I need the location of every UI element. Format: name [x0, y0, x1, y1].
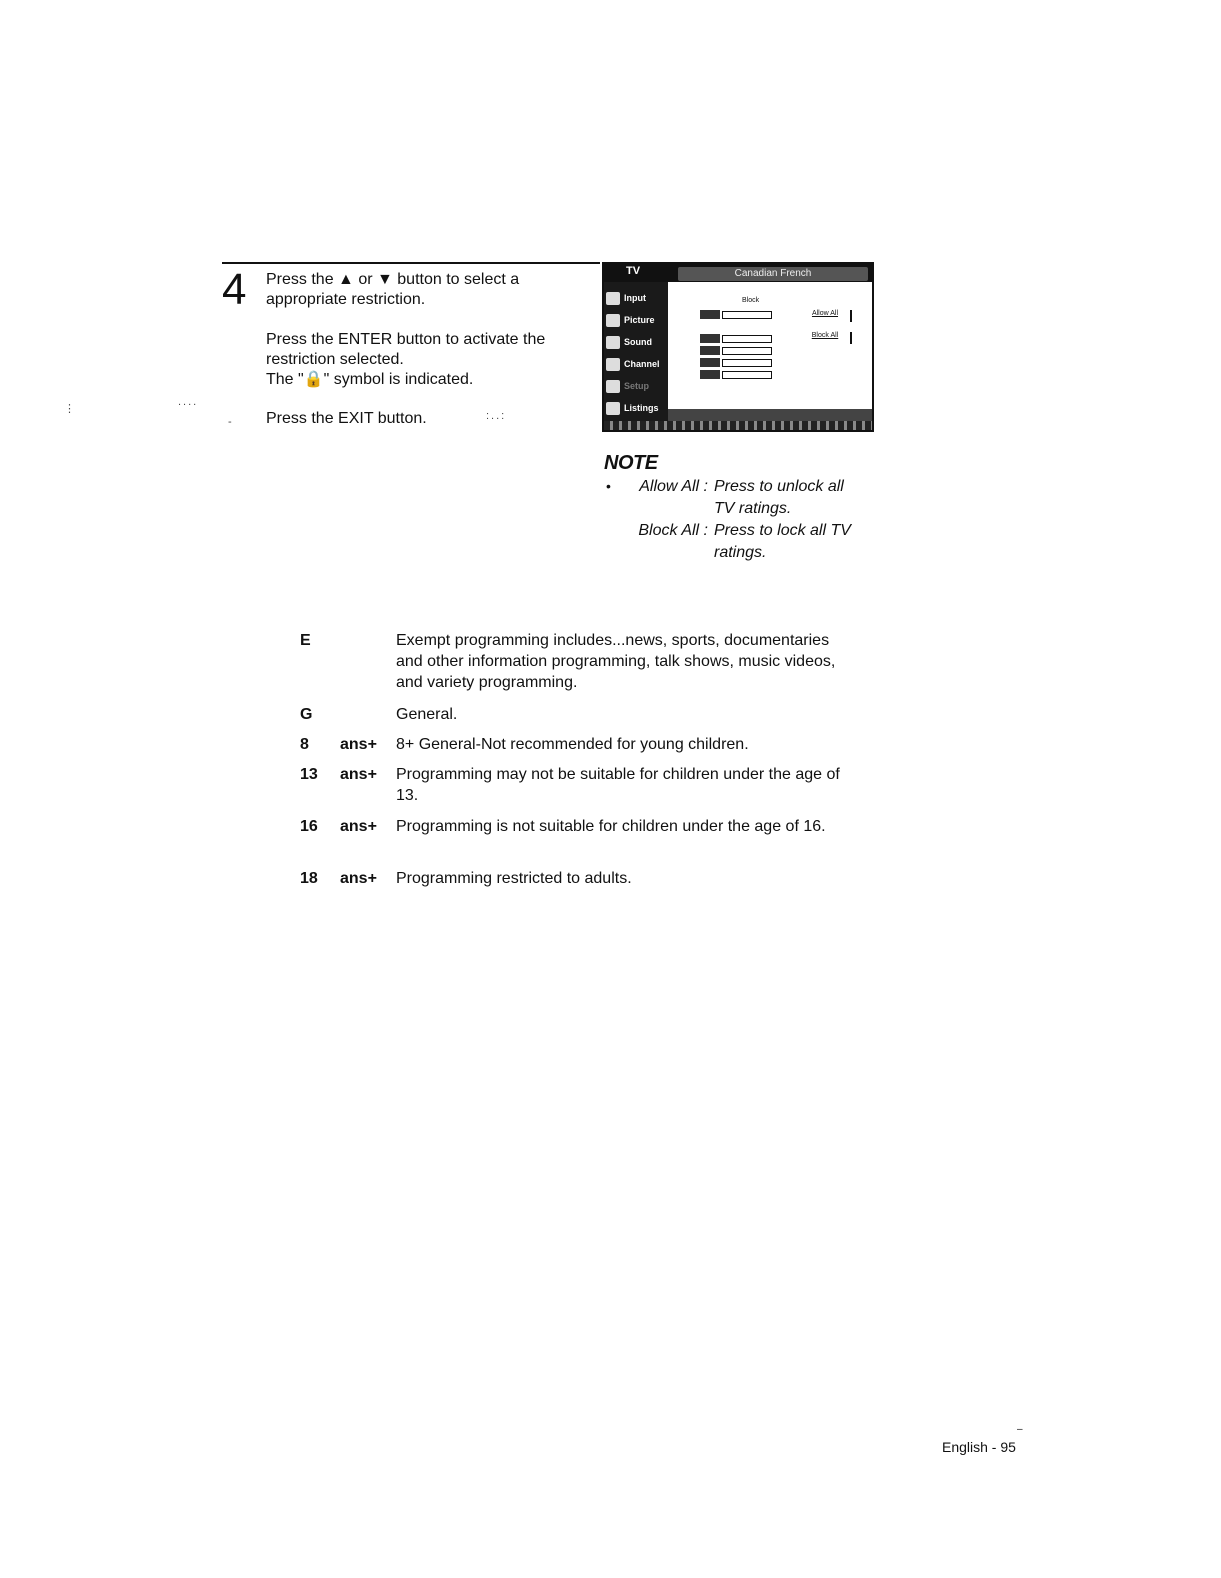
step-instruction-enter — [266, 330, 596, 390]
channel-icon — [606, 358, 620, 371]
osd-allow-all-button: Allow All — [800, 310, 852, 322]
tv-osd-screenshot — [602, 262, 874, 432]
rating-code: G — [300, 706, 313, 723]
scan-artifact: ⋮ — [64, 403, 77, 415]
osd-title: Canadian French — [678, 267, 868, 281]
setup-icon — [606, 380, 620, 393]
osd-bottom-strip — [604, 421, 872, 430]
note-term-allow-all: Allow All : — [639, 478, 708, 495]
scan-artifact: :..: — [486, 410, 507, 422]
osd-rating-row — [700, 346, 782, 355]
osd-rating-row — [700, 334, 782, 343]
rating-desc: Programming restricted to adults. — [396, 870, 632, 887]
rating-code: 18 — [300, 870, 318, 887]
rating-code: 8 — [300, 736, 309, 753]
osd-menu-listings: Listings — [606, 400, 666, 418]
osd-menu-picture: Picture — [606, 312, 666, 330]
page-number: English - 95 — [942, 1439, 1016, 1455]
rating-desc: General. — [396, 706, 458, 723]
note-term-block-all: Block All : — [638, 522, 708, 539]
rating-suffix: ans+ — [340, 870, 377, 887]
osd-top-bar — [604, 264, 872, 282]
note-title: NOTE — [604, 452, 658, 474]
rating-code: 13 — [300, 766, 318, 783]
rating-suffix: ans+ — [340, 766, 377, 783]
note-def-block-all: Press to lock all TV ratings. — [714, 522, 851, 561]
osd-tv-label: TV — [626, 265, 641, 277]
osd-menu-sound: Sound — [606, 334, 666, 352]
rating-desc: Programming may not be suitable for children under the age of 13. — [396, 766, 840, 804]
input-icon — [606, 292, 620, 305]
osd-side-menu — [604, 282, 668, 430]
scan-artifact: .... — [178, 396, 199, 408]
osd-rating-row — [700, 358, 782, 367]
step-number: 4 — [222, 265, 247, 314]
listings-icon — [606, 402, 620, 415]
rating-desc: Programming is not suitable for children under the age of 16. — [396, 818, 826, 835]
step-enter-text: Press the ENTER button to activate the restriction selected. — [266, 331, 546, 368]
step-instruction-exit: Press the EXIT button. — [266, 410, 427, 427]
rating-desc: 8+ General-Not recommended for young children. — [396, 736, 749, 753]
rating-code: 16 — [300, 818, 318, 835]
section-rule — [222, 262, 600, 264]
osd-menu-input: Input — [606, 290, 666, 308]
sound-icon — [606, 336, 620, 349]
osd-block-label: Block — [742, 297, 760, 304]
footer-dash: – — [1017, 1424, 1023, 1435]
rating-suffix: ans+ — [340, 818, 377, 835]
osd-rating-row — [700, 370, 782, 379]
step-symbol-text: The "🔒" symbol is indicated. — [266, 371, 474, 388]
osd-menu-channel: Channel — [606, 356, 666, 374]
rating-desc: Exempt programming includes...news, sports, documentaries and other information programming, talk shows, music videos, and variety programming. — [396, 632, 836, 691]
note-def-allow-all: Press to unlock all TV ratings. — [714, 478, 844, 517]
picture-icon — [606, 314, 620, 327]
step-instruction-select: Press the ▲ or ▼ button to select a appropriate restriction. — [266, 271, 520, 308]
scan-artifact: - — [228, 416, 234, 428]
osd-block-all-button: Block All — [800, 332, 852, 344]
rating-code: E — [300, 632, 311, 649]
note-bullet: • — [606, 478, 611, 494]
osd-rating-row — [700, 310, 782, 319]
rating-suffix: ans+ — [340, 736, 377, 753]
osd-menu-setup: Setup — [606, 378, 666, 396]
